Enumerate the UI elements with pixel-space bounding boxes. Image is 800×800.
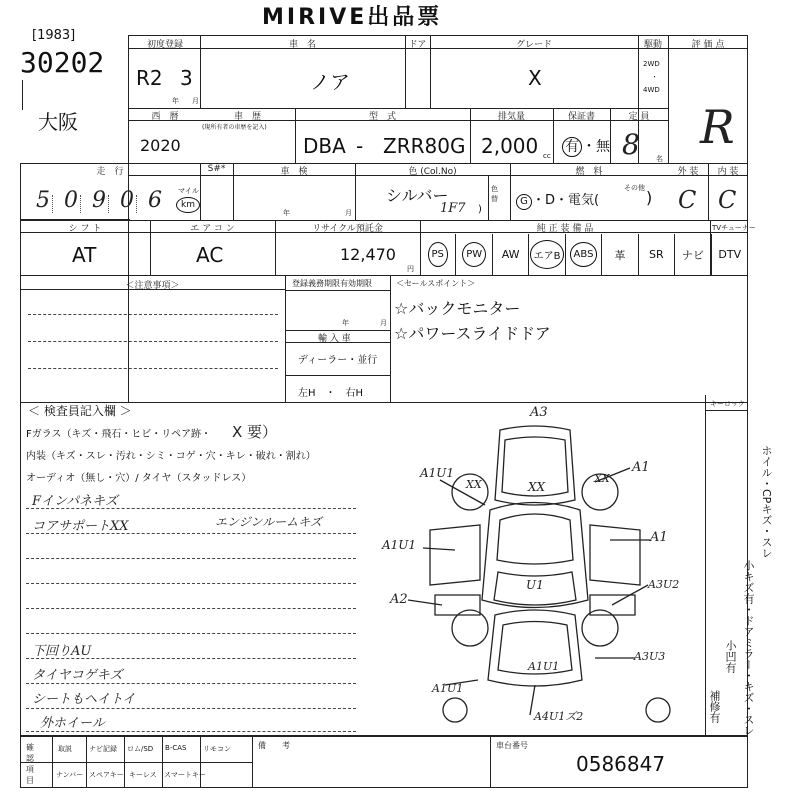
label-first-registration: 初度登録 [146, 40, 183, 50]
equipment-item [566, 234, 602, 275]
equipment-row [420, 234, 748, 275]
grade: X [528, 66, 542, 90]
warranty-dot: ・ [582, 139, 596, 155]
note-engine-room: エンジンルームキズ [215, 515, 322, 529]
equipment-label: PS [428, 242, 448, 267]
label-s-number: S#* [207, 164, 226, 174]
footer-spare-key: スペアキー [89, 771, 124, 779]
year-seireki: 2020 [140, 136, 181, 155]
interior-grade: C [718, 186, 737, 214]
equipment-label: DTV [718, 248, 742, 261]
equipment-item [420, 234, 456, 275]
registration-era: R2 [136, 66, 163, 90]
mileage-digit-2: 0 [64, 188, 78, 213]
equipment-label: ABS [570, 242, 598, 267]
glass-condition: Fガラス（キズ・飛石・ヒビ・リペア跡・ [26, 429, 212, 440]
warranty-no: 無 [596, 139, 610, 155]
label-sales-points: ＜セールスポイント＞ [396, 279, 476, 288]
person-unit: 名 [656, 155, 663, 163]
mileage-digit-5: 6 [148, 188, 162, 213]
shift-value: AT [72, 243, 97, 267]
label-score: 評 価 点 [691, 40, 725, 50]
footer-bcas: B-CAS [165, 744, 187, 752]
label-registration-deadline: 登録義務期限有効期限 [292, 279, 372, 288]
mark-a1u1-front-left: A1U1 [420, 466, 455, 480]
audio-tire-condition: オーディオ（無し・穴）/ タイヤ（スタッドレス） [26, 473, 252, 484]
mileage-digit-3: 9 [92, 188, 106, 213]
label-fuel: 燃 料 [575, 167, 603, 177]
mark-a1u1-rear-left: A1U1 [432, 682, 464, 695]
mileage-digit-1: 5 [36, 188, 50, 213]
label-color: 色 (Col.No) [408, 167, 457, 177]
side-note-wheel: ホイル・CPキズ・スレ [760, 445, 773, 559]
label-equipment: 純 正 装 備 品 [536, 224, 594, 234]
model-prefix: DBA [303, 134, 346, 158]
reg-deadline-year: 年 [342, 319, 349, 327]
mark-a2: A2 [390, 592, 408, 607]
side-note-repair: 補修有 [708, 690, 721, 723]
footer-remote: リモコン [203, 745, 231, 753]
mileage-digit-4: 0 [120, 188, 134, 213]
exterior-grade: C [678, 186, 697, 214]
steering-side: 左H ・ 右H [298, 388, 364, 399]
note-outer-wheel: 外ホイール [40, 716, 105, 731]
footer-manual: 取説 [58, 745, 72, 753]
equipment-label: ナビ [681, 248, 704, 262]
equipment-item [639, 234, 675, 275]
color-paren: ) [478, 204, 482, 215]
label-tv-tuner: TVチューナー [712, 224, 756, 232]
note-core-support: コアサポートXX [32, 519, 129, 534]
mark-a1u1-left: A1U1 [382, 538, 417, 552]
car-name: ノア [310, 70, 350, 94]
sales-point-1: ☆バックモニター [394, 299, 521, 318]
label-mileage: 走 行 [96, 167, 124, 177]
inspection-year-unit: 年 [283, 209, 290, 217]
equipment-item [602, 234, 638, 275]
equipment-label: PW [462, 242, 486, 267]
sales-point-2: ☆パワースライドドア [394, 324, 551, 343]
import-type: ディーラー・並行 [298, 355, 378, 366]
mark-a1-right: A1 [650, 530, 668, 545]
equipment-label: 革 [614, 248, 626, 262]
sub-color-label: 色替 [491, 185, 498, 203]
footer-plate: ナンバー [56, 771, 84, 779]
capacity-value: 8 [622, 128, 640, 161]
cc-unit: cc [543, 152, 551, 160]
footer-navi-disk: ナビ記録 [89, 745, 117, 753]
note-underbody: 下回りAU [32, 644, 92, 659]
label-recycle: リサイクル預託金 [312, 224, 383, 234]
fuel-gasoline: G [516, 194, 532, 210]
lot-number: 30202 [20, 46, 105, 79]
glass-mark: X 要） [232, 423, 278, 441]
drive-2wd: 2WD [643, 60, 660, 68]
note-instrument-panel: Fインパネキズ [32, 494, 118, 509]
car-damage-diagram [360, 400, 700, 735]
label-car-name: 車 名 [288, 40, 316, 50]
side-note-mirror: 小キズ有・ドアミラー・キズ・スレ [742, 560, 755, 736]
footer-remarks: 備 考 [258, 741, 290, 750]
label-displacement: 排気量 [497, 112, 525, 122]
mileage-unit-mile: マイル [178, 187, 199, 195]
drive-4wd: 4WD [643, 86, 660, 94]
mark-u1-roof: U1 [526, 578, 544, 592]
reg-deadline-month: 月 [380, 319, 387, 327]
label-seireki: 西 暦 [151, 112, 179, 122]
warranty-yes: 有 [562, 137, 582, 157]
label-notes: ＜注意事項＞ [125, 281, 180, 291]
footer-check-label: 確認項目 [26, 743, 34, 785]
mark-xx-left: XX [466, 478, 482, 491]
equipment-label: エアB [530, 240, 565, 269]
mark-a3u2: A3U2 [648, 578, 680, 591]
equipment-item [712, 234, 748, 275]
mark-a3u3: A3U3 [634, 650, 666, 663]
label-shift: シ フ ト [68, 224, 102, 234]
inspection-month-unit: 月 [345, 209, 352, 217]
label-exterior: 外 装 [677, 167, 699, 177]
label-grade: グレード [515, 40, 552, 50]
equipment-item [493, 234, 529, 275]
mark-xx-center: XX [528, 480, 546, 494]
warranty-options [562, 136, 610, 157]
fuel-rest: ・D・電気( [532, 193, 600, 208]
note-tire: タイヤコゲキズ [32, 668, 123, 683]
footer-smart-key: スマートキー [164, 771, 206, 779]
mileage-unit-km: km [176, 197, 200, 213]
label-interior: 内 装 [717, 167, 739, 177]
auction-location: 大阪 [38, 110, 78, 134]
equipment-item [456, 234, 492, 275]
label-capacity: 定 員 [628, 112, 650, 122]
recycle-unit: 円 [407, 265, 414, 273]
equipment-label: AW [501, 248, 520, 261]
equipment-label: SR [649, 248, 664, 261]
color-code: 1F7 [440, 201, 466, 216]
equipment-item [675, 234, 711, 275]
label-model: 型 式 [368, 112, 396, 122]
fuel-close: ) [646, 188, 653, 207]
note-seat: シートもヘイトイ [32, 692, 136, 707]
mark-a4u1: A4U1ズ2 [534, 710, 584, 723]
fuel-other: その他 [624, 184, 645, 192]
label-warranty: 保証書 [567, 112, 595, 122]
evaluation-score: R [700, 100, 735, 154]
inspection-label: ＜ 検査員記入欄 ＞ [28, 404, 132, 418]
interior-condition: 内装（キズ・スレ・汚れ・シミ・コゲ・穴・キレ・破れ・割れ） [26, 451, 316, 462]
month-unit: 月 [192, 97, 199, 105]
aircon-value: AC [196, 243, 224, 267]
model-code: ZRR80G [383, 134, 466, 158]
drive-dot: ・ [651, 73, 658, 81]
label-aircon: エ ア コ ン [190, 224, 235, 234]
model-dash: - [356, 134, 364, 158]
label-inspection: 車 検 [280, 167, 308, 177]
document-title: MIRIVE出品票 [262, 5, 443, 30]
side-note-dent: 小凹有 [724, 640, 737, 673]
chassis-number: 0586847 [576, 752, 666, 776]
mark-a1-front-right: A1 [632, 460, 650, 475]
label-history: 車 歴 [233, 112, 261, 122]
registration-year: 3 [180, 66, 193, 90]
label-history-sub: (現所有者の車歴を記入) [202, 124, 267, 131]
footer-rom: ロム/SD [127, 745, 154, 753]
color-name: シルバー [386, 186, 449, 205]
fuel-options [516, 189, 599, 210]
equipment-item [529, 234, 565, 275]
recycle-value: 12,470 [340, 245, 396, 264]
mark-a1u1-rear: A1U1 [528, 660, 560, 673]
label-drive: 駆動 [643, 40, 662, 50]
year-bracket: [1983] [32, 28, 76, 43]
displacement: 2,000 [481, 134, 539, 158]
label-import-car: 輸 入 車 [318, 334, 351, 344]
label-door: ドア [408, 40, 427, 50]
year-unit: 年 [172, 97, 179, 105]
footer-chassis-label: 車台番号 [496, 741, 528, 750]
label-key-lock: キーロック [710, 400, 745, 408]
mark-xx-right: XX [594, 472, 610, 485]
mark-a3: A3 [530, 405, 548, 420]
footer-keyless: キーレス [129, 771, 157, 779]
